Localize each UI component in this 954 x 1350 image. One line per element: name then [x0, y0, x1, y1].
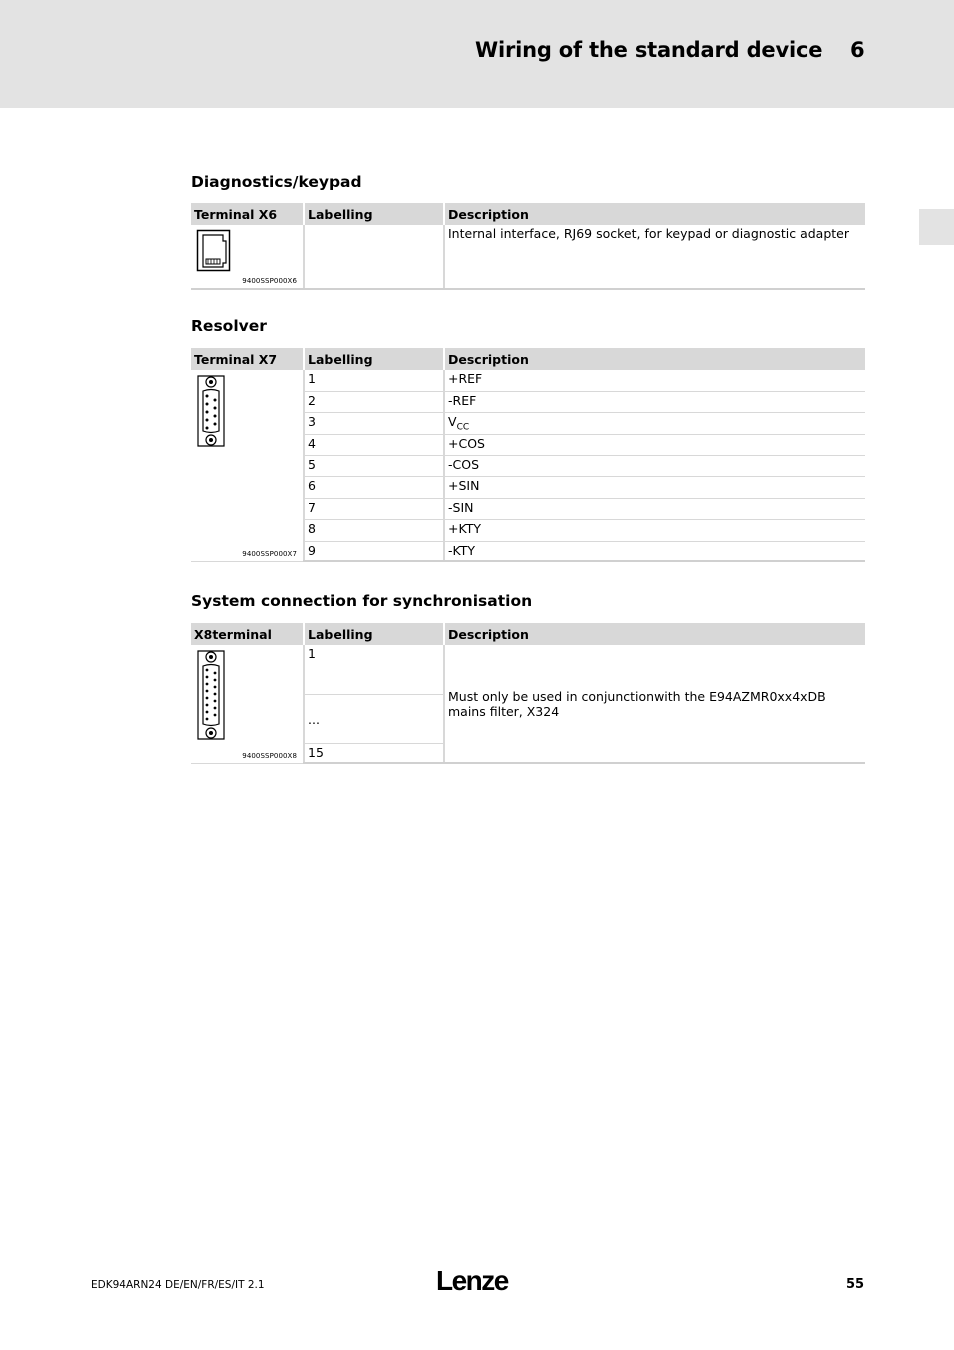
terminal-figure-cell — [191, 370, 304, 561]
pin-label: 6 — [304, 476, 444, 498]
pin-description-vcc — [444, 412, 865, 434]
pin-description: -KTY — [444, 541, 865, 561]
column-header-description: Description — [444, 348, 865, 370]
terminal-figure-cell — [191, 225, 304, 289]
pin-label: 7 — [304, 498, 444, 519]
section-title-sync: System connection for synchronisation — [191, 592, 533, 610]
pin-description: -REF — [444, 391, 865, 412]
column-header-description: Description — [444, 203, 865, 225]
pin-label: 1 — [304, 370, 444, 391]
column-header-labelling: Labelling — [304, 348, 444, 370]
sub-d-9-connector-icon — [196, 374, 228, 448]
page-title: Wiring of the standard device — [475, 38, 823, 62]
pin-label: 2 — [304, 391, 444, 412]
pin-description: +KTY — [444, 519, 865, 541]
pin-label: 1 — [304, 645, 444, 694]
figure-code: 9400SSP000X6 — [242, 277, 297, 285]
pin-description: +COS — [444, 434, 865, 455]
figure-code: 9400SSP000X8 — [242, 751, 297, 760]
pin-label: ... — [304, 694, 444, 743]
section-title-resolver: Resolver — [191, 317, 267, 335]
pin-label: 3 — [304, 412, 444, 434]
pin-description: -SIN — [444, 498, 865, 519]
table-row — [191, 370, 865, 391]
column-header-terminal: X8terminal — [191, 623, 304, 645]
section-title-diagnostics: Diagnostics/keypad — [191, 173, 362, 191]
vcc-subscript: CC — [456, 422, 470, 432]
pin-description: +REF — [444, 370, 865, 391]
figure-code: 9400SSP000X7 — [242, 549, 297, 558]
labelling-cell — [304, 225, 444, 289]
pin-label: 9 — [304, 541, 444, 561]
column-header-labelling: Labelling — [304, 623, 444, 645]
page-number: 55 — [846, 1277, 865, 1292]
pin-label: 15 — [304, 743, 444, 763]
sub-d-15-connector-icon — [196, 649, 228, 741]
column-header-terminal: Terminal X7 — [191, 348, 304, 370]
lenze-logo — [436, 1265, 516, 1295]
chapter-tab-marker — [919, 209, 954, 245]
document-id: EDK94ARN24 DE/EN/FR/ES/IT 2.1 — [91, 1279, 265, 1291]
rj-socket-icon — [196, 229, 232, 273]
chapter-number: 6 — [850, 38, 865, 62]
pin-description: +SIN — [444, 476, 865, 498]
description-cell: Must only be used in conjunctionwith the E94AZMR0xx4xDB mains filter, X324 — [444, 645, 865, 763]
table-sync — [191, 623, 865, 764]
pin-label: 5 — [304, 455, 444, 476]
column-header-terminal: Terminal X6 — [191, 203, 304, 225]
pin-description: -COS — [444, 455, 865, 476]
terminal-figure-cell — [191, 645, 304, 763]
lenze-logo-text: Lenze — [436, 1265, 508, 1295]
vcc-symbol: V — [448, 413, 457, 429]
column-header-description: Description — [444, 623, 865, 645]
pin-label: 8 — [304, 519, 444, 541]
description-cell: Internal interface, RJ69 socket, for keypad or diagnostic adapter — [444, 225, 865, 289]
column-header-labelling: Labelling — [304, 203, 444, 225]
table-resolver — [191, 348, 865, 562]
table-row — [191, 645, 865, 694]
pin-label: 4 — [304, 434, 444, 455]
table-diagnostics — [191, 203, 865, 290]
